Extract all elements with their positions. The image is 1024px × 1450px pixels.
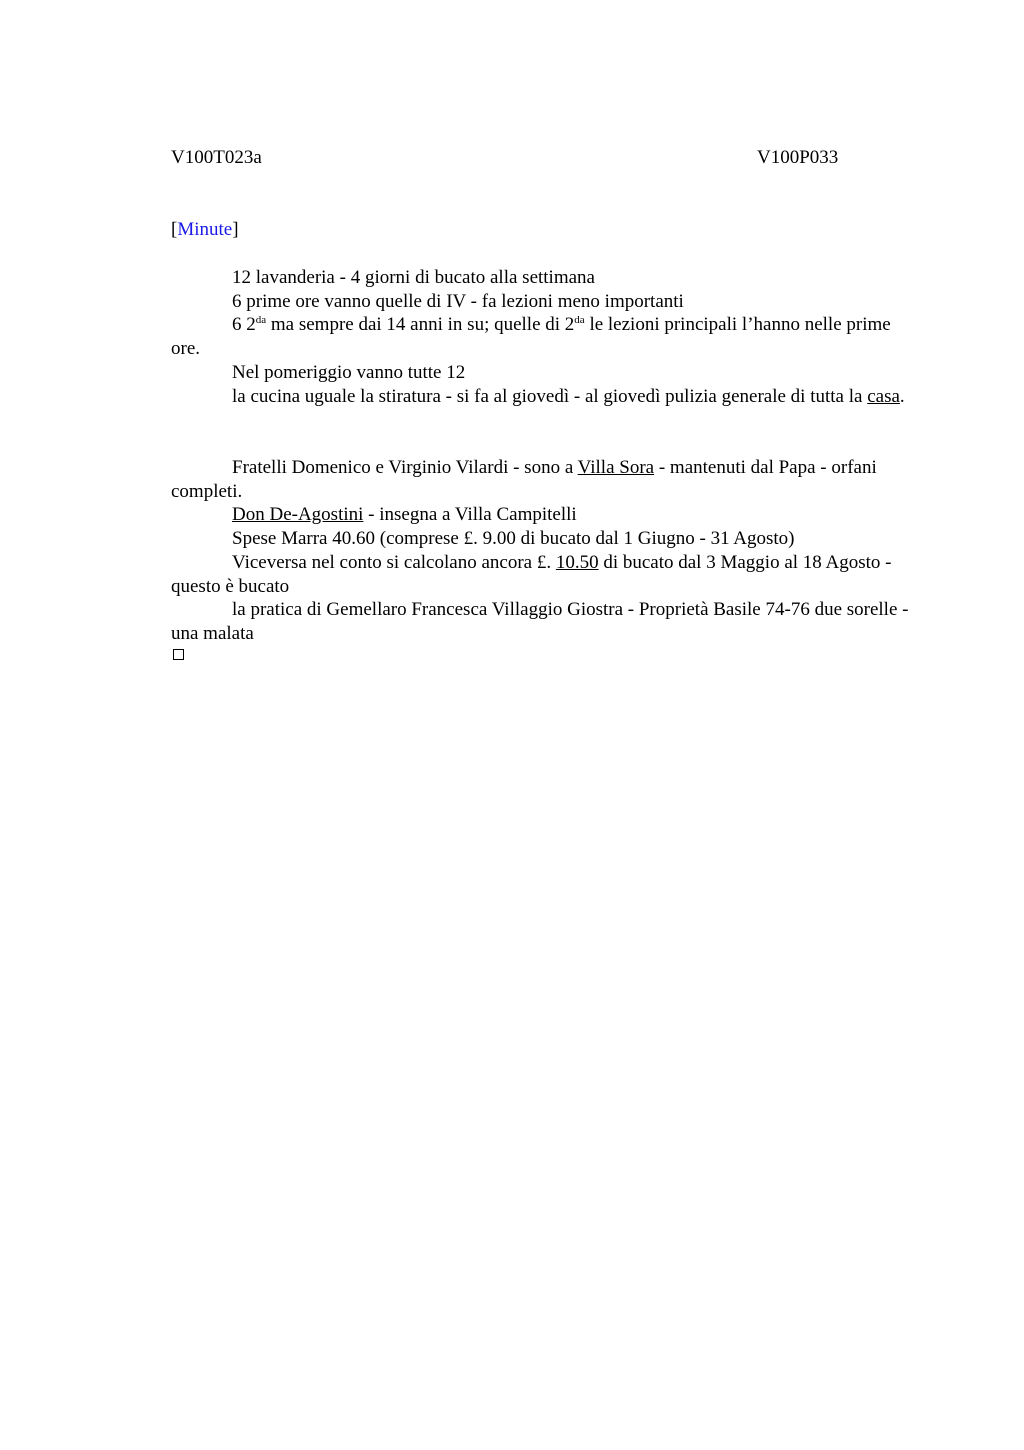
notes-block-laundry (171, 266, 921, 408)
section-heading (171, 218, 239, 242)
note-text: Viceversa nel conto si calcolano ancora £. (232, 551, 556, 573)
underlined-text: Villa Sora (577, 457, 655, 478)
note-line (171, 503, 921, 527)
document-code-right: V100P033 (757, 147, 839, 168)
note-text: di bucato dal 3 Maggio al 18 Agosto - questo è bucato (171, 551, 892, 597)
note-text: Fratelli Domenico e Virginio Vilardi - sono a (232, 457, 578, 478)
note-line: Nel pomeriggio vanno tutte 12 (232, 361, 466, 383)
notes-block-people (171, 456, 921, 646)
note-line: la pratica di Gemellaro Francesca Villaggio Giostra - Proprietà Basile 74-76 due sorelle - una malata (171, 599, 909, 644)
note-line: 12 lavanderia - 4 giorni di bucato alla settimana (232, 267, 595, 288)
note-text: - mantenuti dal Papa - orfani completi. (171, 457, 877, 502)
ordinal-superscript: da (574, 314, 585, 327)
note-text: 6 2 (232, 314, 256, 336)
note-line (171, 313, 921, 360)
ordinal-superscript: da (255, 314, 267, 327)
document-code-left: V100T023a (171, 147, 262, 168)
empty-square-icon (173, 649, 184, 660)
underlined-text: 10.50 (555, 551, 599, 573)
minute-link[interactable]: Minute (177, 219, 233, 240)
underlined-text: Don De-Agostini (232, 504, 364, 526)
note-line: Spese Marra 40.60 (comprese £. 9.00 di bucato dal 1 Giugno - 31 Agosto) (232, 528, 795, 550)
open-bracket: [ (171, 219, 178, 240)
note-line: 6 prime ore vanno quelle di IV - fa lezioni meno importanti (232, 290, 684, 312)
close-bracket: ] (232, 219, 239, 240)
note-line (171, 385, 921, 409)
note-text: ma sempre dai 14 anni in su; quelle di 2 (266, 314, 575, 336)
note-line (171, 551, 921, 598)
underlined-text: casa (867, 385, 900, 407)
note-line (171, 456, 921, 503)
note-text: le lezioni principali l’hanno nelle prime ore. (171, 314, 891, 360)
note-text: la cucina uguale la stiratura - si fa al giovedì - al giovedì pulizia generale di tutta la (232, 385, 868, 407)
note-text: . (899, 385, 905, 407)
note-text: - insegna a Villa Campitelli (363, 504, 577, 526)
